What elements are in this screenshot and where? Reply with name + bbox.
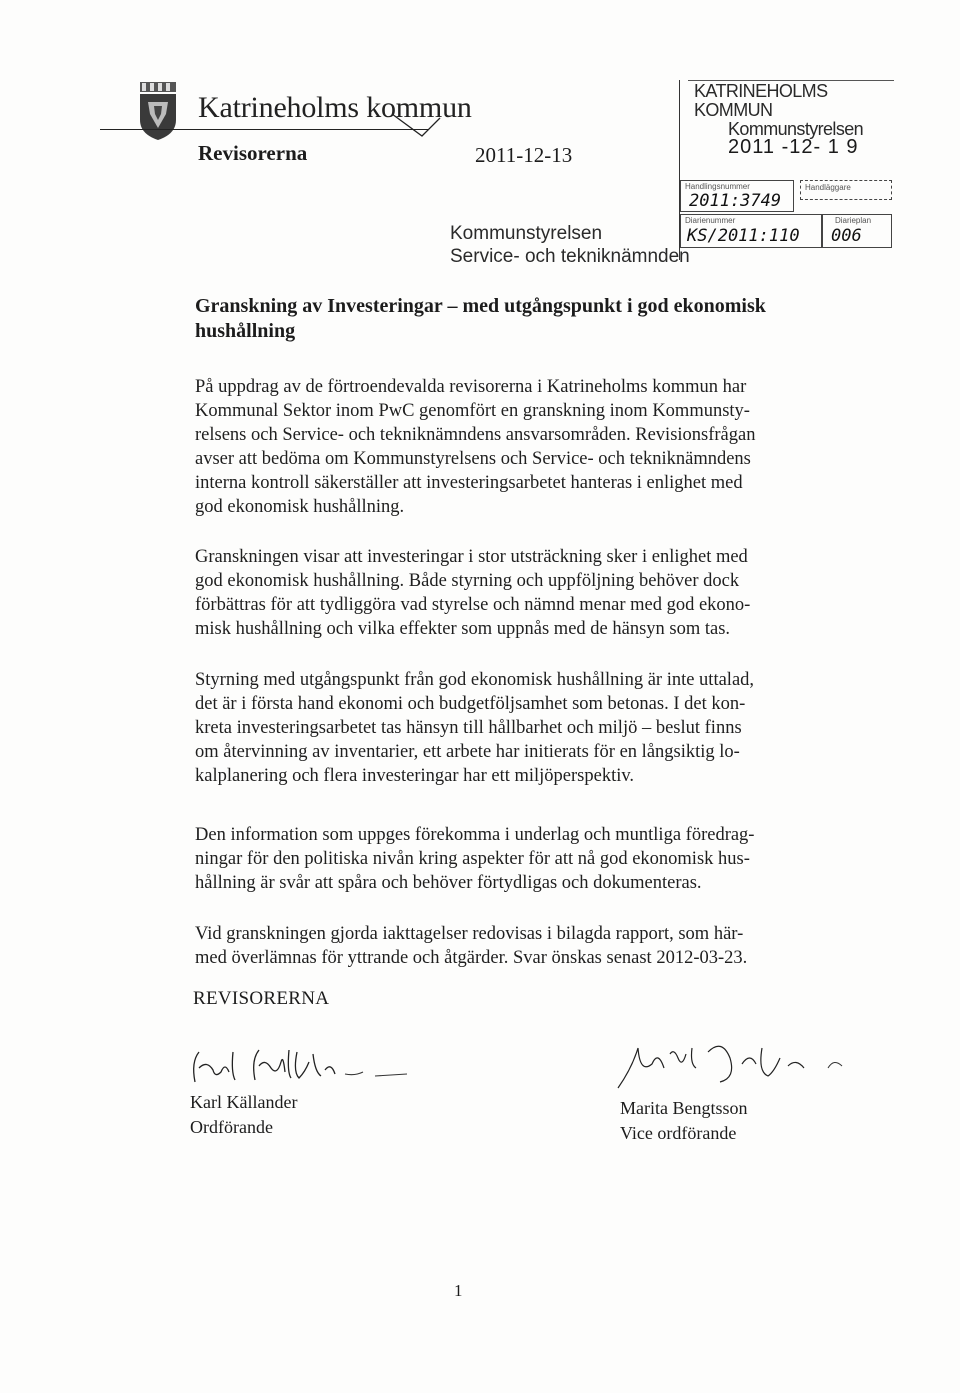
signature-karl-kallander xyxy=(185,1032,415,1096)
stamp-diary-number: KS/2011:110 xyxy=(687,226,800,246)
stamp-plan-box xyxy=(822,214,892,248)
letterhead-rule xyxy=(100,129,428,130)
stamp-reference-box xyxy=(800,180,892,200)
body-paragraph xyxy=(195,668,835,788)
organization-name: Katrineholms kommun xyxy=(198,91,472,124)
text-line: god ekonomisk hushållning. xyxy=(195,497,405,517)
stamp-reference-label: Handläggare xyxy=(805,183,851,192)
stamp-diary-label: Diarienummer xyxy=(685,216,736,225)
body-paragraph xyxy=(195,823,835,895)
page-number: 1 xyxy=(454,1281,463,1300)
signature-marita-bengtsson xyxy=(612,1028,862,1100)
text-line: Styrning med utgångspunkt från god ekonomisk hushållning är inte uttalad, xyxy=(195,670,755,690)
text-line: misk hushållning och vilka effekter som uppnås med de hänsyn som tas. xyxy=(195,619,731,639)
text-line: förbättras för att tydliggöra vad styrelse och nämnd menar med god ekono- xyxy=(195,595,751,615)
sender: Revisorerna xyxy=(198,141,308,165)
stamp-organization-name: KATRINEHOLMS KOMMUN xyxy=(694,81,828,120)
signatory-right xyxy=(620,1096,748,1146)
text-line: hållning är svår att spåra och behöver förtydligas och dokumenteras. xyxy=(195,873,702,893)
text-line: Granskningen visar att investeringar i stor utsträckning sker i enlighet med xyxy=(195,547,748,567)
signatory-role: Vice ordförande xyxy=(620,1123,737,1143)
stamp-department: Kommunstyrelsen xyxy=(728,119,864,139)
text-line: det är i första hand ekonomi och budgetföljsamhet som betonas. I det kon- xyxy=(195,694,746,714)
recipients xyxy=(450,222,690,268)
recipient-service-tekniknamnden: Service- och tekniknämnden xyxy=(450,246,690,267)
registration-stamp xyxy=(679,80,892,260)
stamp-handling-label: Handlingsnummer xyxy=(685,182,750,191)
text-line: På uppdrag av de förtroendevalda revisorerna i Katrineholms kommun har xyxy=(195,377,747,397)
signatory-role: Ordförande xyxy=(190,1117,273,1137)
stamp-handling-number: 2011:3749 xyxy=(689,191,782,211)
stamp-diary-box xyxy=(680,214,822,248)
stamp-diary-plan: 006 xyxy=(831,226,862,246)
recipient-kommunstyrelsen: Kommunstyrelsen xyxy=(450,223,603,244)
stamp-received-date: 2011 -12- 1 9 xyxy=(728,136,859,158)
signatory-left xyxy=(190,1090,297,1140)
text-line: avser att bedöma om Kommunstyrelsens och Service- och tekniknämndens xyxy=(195,449,751,469)
text-line: Den information som uppges förekomma i underlag och muntliga föredrag- xyxy=(195,825,755,845)
letter-date: 2011-12-13 xyxy=(475,143,573,167)
text-line: kalplanering och flera investeringar har ett miljöperspektiv. xyxy=(195,766,635,786)
municipal-crest-icon xyxy=(136,80,180,142)
text-line: Kommunal Sektor inom PwC genomfört en granskning inom Kommunsty- xyxy=(195,401,750,421)
signatory-name: Karl Källander xyxy=(190,1092,298,1112)
subject-line: Granskning av Investeringar – med utgångspunkt i god ekonomisk xyxy=(195,295,766,317)
subject-heading xyxy=(195,294,875,344)
stamp-handling-box xyxy=(680,180,794,212)
text-line: med överlämnas för yttrande och åtgärder. Svar önskas senast 2012-03-23. xyxy=(195,948,748,968)
text-line: Vid granskningen gjorda iakttagelser redovisas i bilagda rapport, som här- xyxy=(195,924,744,944)
body-paragraph xyxy=(195,375,835,519)
text-line: om återvinning av inventarier, ett arbete har initierats för en långsiktig lo- xyxy=(195,742,740,762)
text-line: kreta investeringsarbetet tas hänsyn till hållbarhet och miljö – beslut finns xyxy=(195,718,742,738)
letterhead-accent xyxy=(392,112,442,138)
text-line: ningar för den politiska nivån kring aspekter för att nå god ekonomisk hus- xyxy=(195,849,750,869)
signatory-name: Marita Bengtsson xyxy=(620,1098,748,1118)
body-paragraph xyxy=(195,922,835,970)
subject-line: hushållning xyxy=(195,320,296,342)
text-line: interna kontroll säkerställer att investeringsarbetet hanteras i enlighet med xyxy=(195,473,743,493)
closing: REVISORERNA xyxy=(193,988,330,1009)
stamp-organization xyxy=(692,82,894,139)
text-line: relsens och Service- och tekniknämndens ansvarsområden. Revisionsfrågan xyxy=(195,425,756,445)
text-line: god ekonomisk hushållning. Både styrning och uppföljning behöver dock xyxy=(195,571,740,591)
stamp-plan-label: Diarieplan xyxy=(835,216,872,225)
body-paragraph xyxy=(195,545,835,641)
